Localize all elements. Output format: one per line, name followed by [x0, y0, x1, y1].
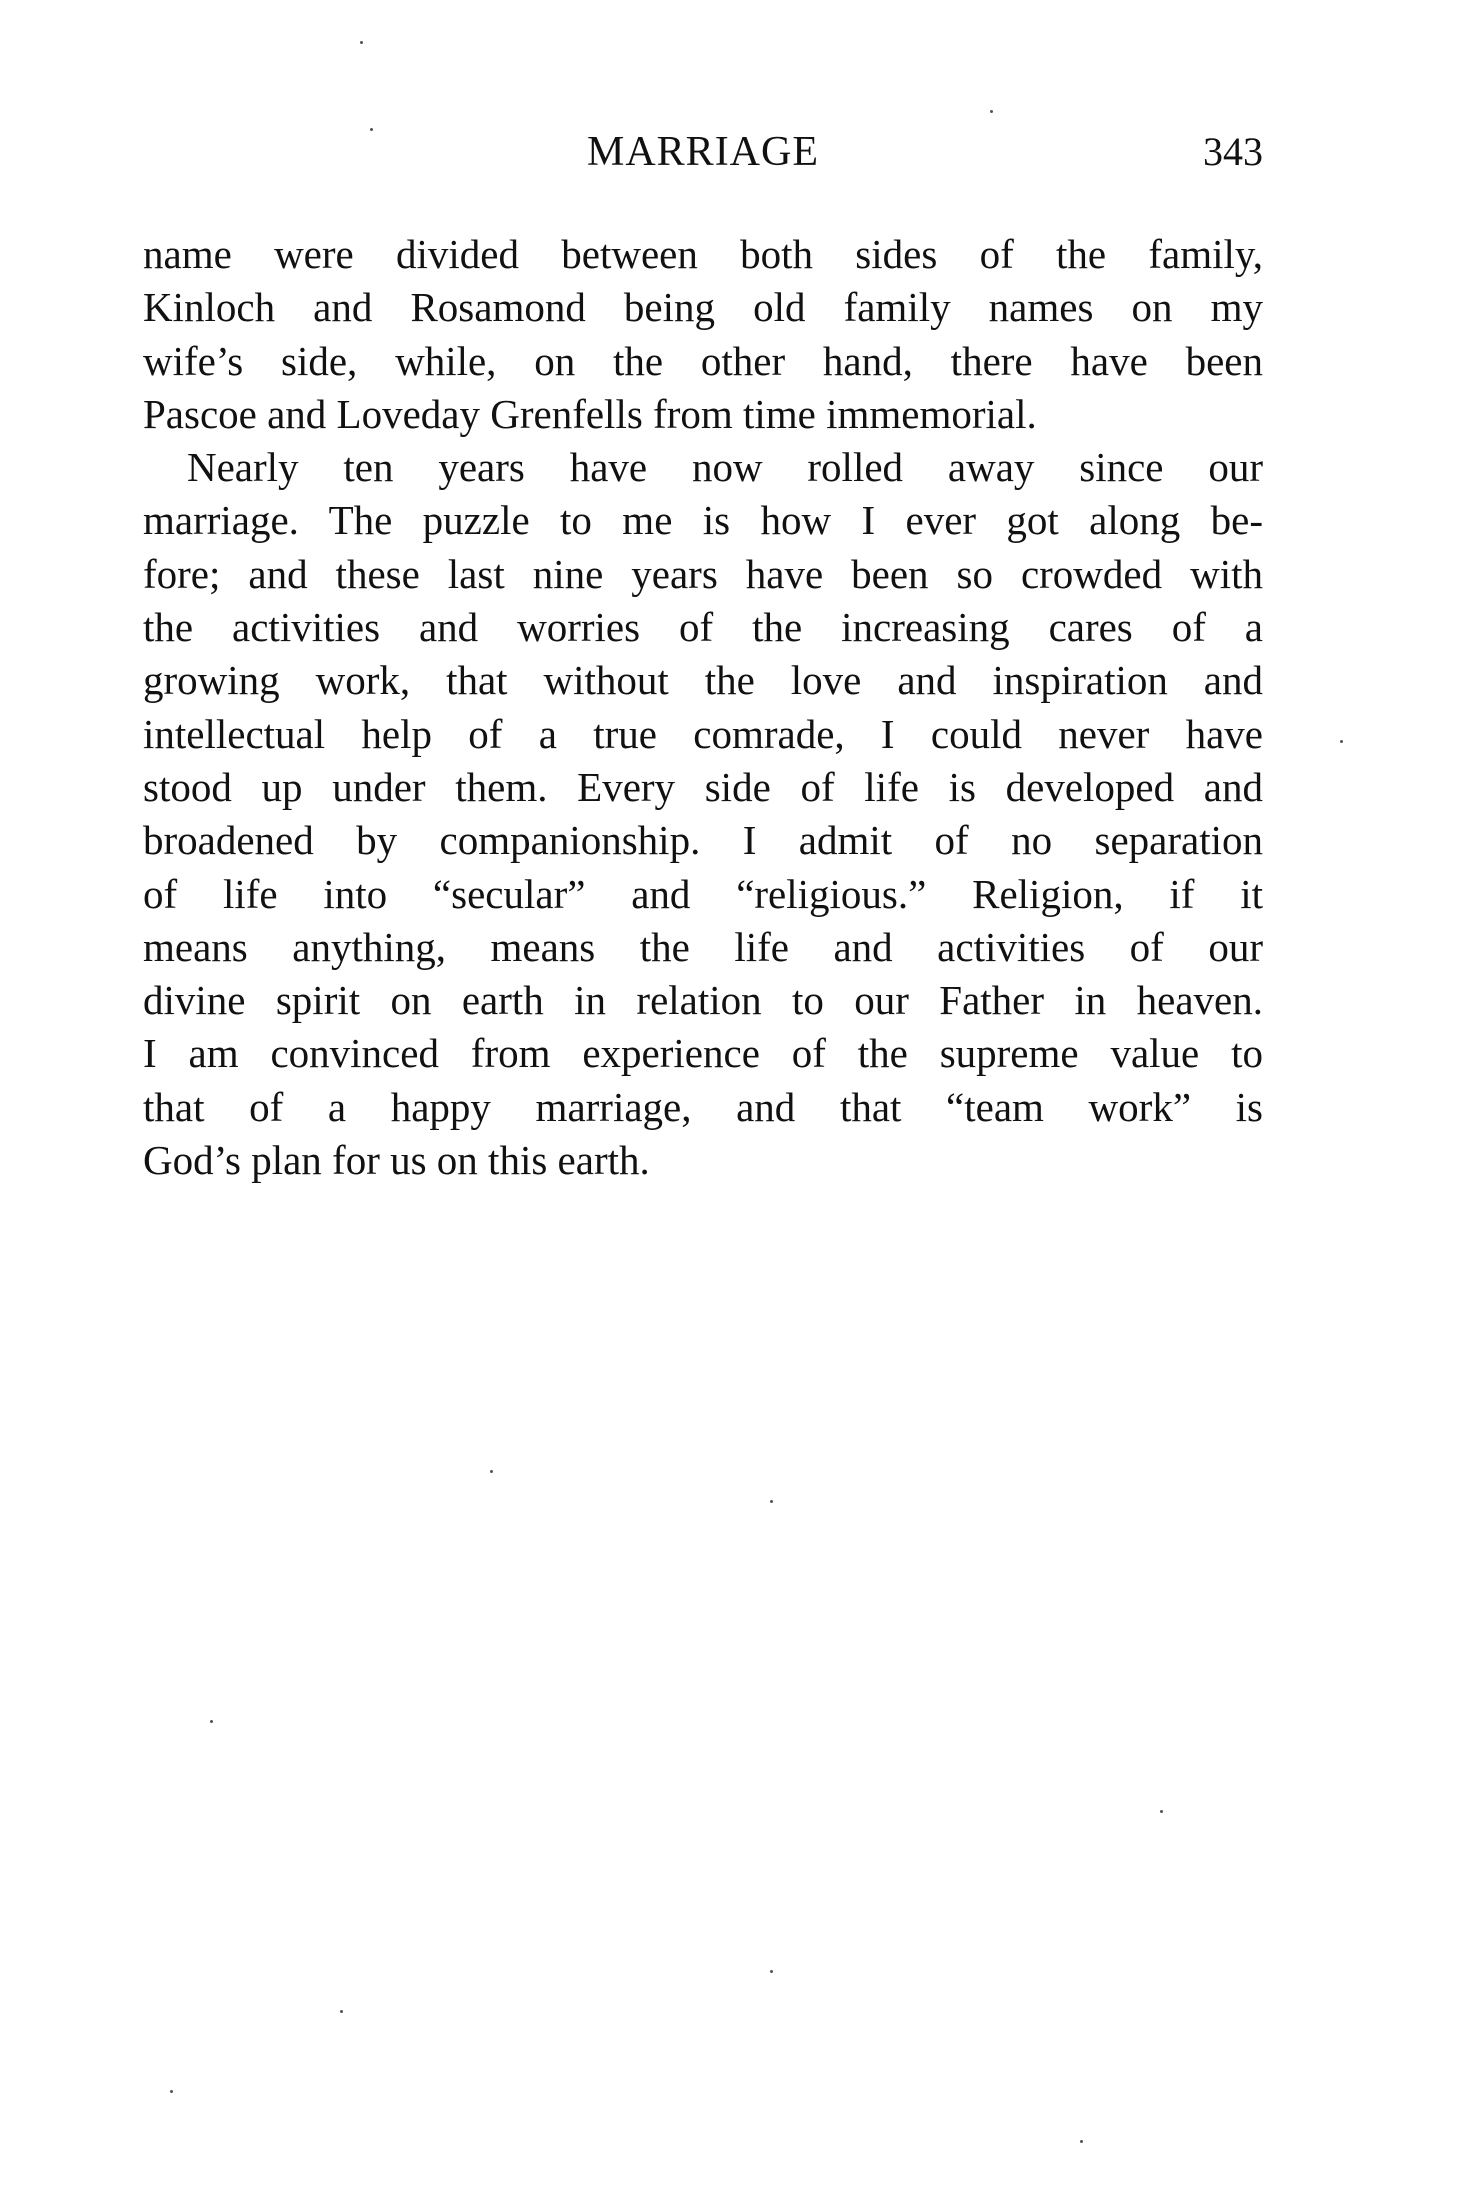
text-line: marriage. The puzzle to me is how I ever got along be-: [143, 497, 1263, 544]
scan-speck: [990, 110, 993, 113]
text-line: of life into “secular” and “religious.” Religion, if it: [143, 870, 1263, 917]
scan-speck: [770, 1970, 773, 1973]
text-line: God’s plan for us on this earth.: [143, 1137, 650, 1184]
text-line: I am convinced from experience of the supreme value to: [143, 1030, 1263, 1077]
scan-speck: [170, 2090, 173, 2093]
text-line: that of a happy marriage, and that “team work” is: [143, 1083, 1263, 1130]
text-line: Nearly ten years have now rolled away since our: [187, 444, 1263, 491]
text-line: wife’s side, while, on the other hand, there have been: [143, 337, 1263, 384]
scan-speck: [1160, 1810, 1163, 1813]
scan-speck: [770, 1500, 773, 1503]
text-line: Kinloch and Rosamond being old family names on my: [143, 284, 1263, 331]
scan-speck: [340, 2010, 343, 2013]
text-line: means anything, means the life and activities of our: [143, 923, 1263, 970]
scan-speck: [210, 1720, 213, 1723]
text-line: fore; and these last nine years have been so crowded with: [143, 550, 1263, 597]
running-head: MARRIAGE: [586, 129, 819, 175]
body-text: [143, 228, 1263, 1187]
scan-speck: [490, 1470, 493, 1473]
scan-speck: [370, 128, 373, 131]
text-line: broadened by companionship. I admit of no separation: [143, 817, 1263, 864]
scan-speck: [1080, 2140, 1083, 2143]
text-line: growing work, that without the love and inspiration and: [143, 657, 1263, 704]
page-number: 343: [1203, 129, 1263, 174]
text-line: stood up under them. Every side of life is developed and: [143, 763, 1263, 810]
text-line: the activities and worries of the increasing cares of a: [143, 604, 1263, 651]
scan-speck: [360, 41, 363, 44]
scan-speck: [1340, 740, 1343, 743]
text-line: Pascoe and Loveday Grenfells from time immemorial.: [143, 390, 1037, 437]
page-header: [143, 128, 1263, 188]
text-line: divine spirit on earth in relation to our Father in heaven.: [143, 977, 1263, 1024]
text-line: name were divided between both sides of the family,: [143, 231, 1263, 277]
text-line: intellectual help of a true comrade, I could never have: [143, 710, 1263, 757]
